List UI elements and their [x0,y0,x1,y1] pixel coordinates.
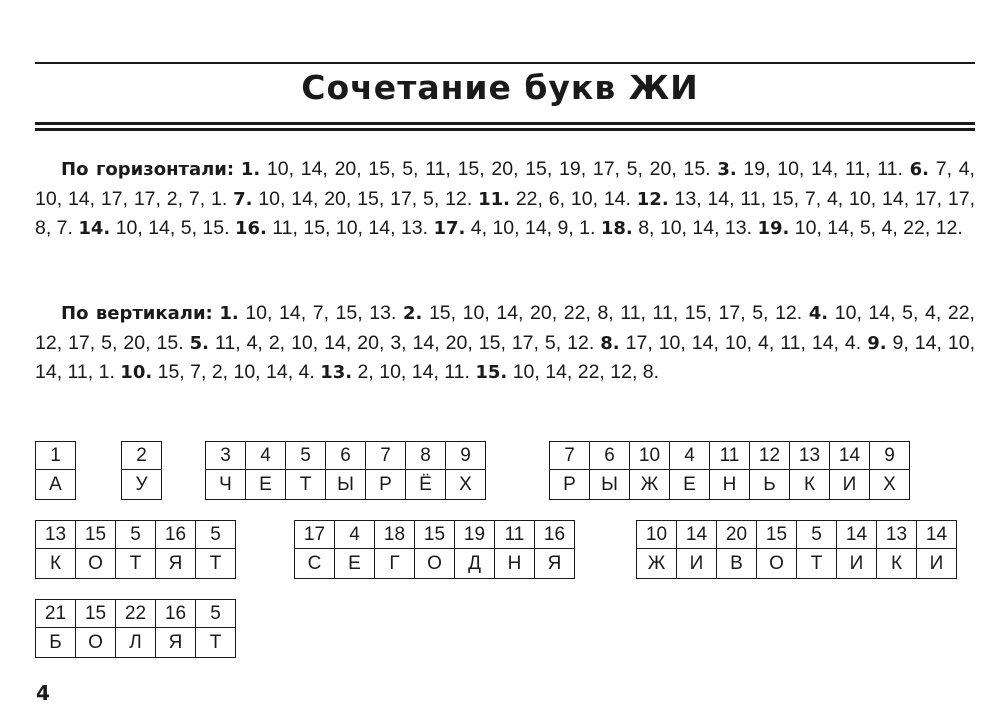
key-letter-cell: Р [366,470,406,500]
key-letter-cell: Е [670,470,710,500]
key-number-cell: 19 [455,521,495,549]
key-letter-cell: О [76,549,116,579]
key-number-cell: 9 [446,442,486,470]
key-number-cell: 15 [415,521,455,549]
key-letter-cell: Ж [637,549,677,579]
key-letter-cell: Е [246,470,286,500]
clue-values: 10, 14, 7, 15, 13. [245,302,397,324]
clue-number: 9. [867,332,887,354]
key-number-cell: 2 [122,442,162,470]
key-number-cell: 17 [295,521,335,549]
key-letter-row [206,470,486,500]
key-table [636,520,957,579]
key-letter-cell: Ч [206,470,246,500]
clue-values: 15, 10, 14, 20, 22, 8, 11, 11, 15, 17, 5, 12. [428,302,803,324]
clue-number: 6. [909,159,930,180]
key-number-row [295,521,575,549]
key-letter-cell: Б [36,628,76,658]
key-number-row [36,600,236,628]
clue-number: 1. [219,303,239,324]
key-number-cell: 6 [590,442,630,470]
key-letter-cell: Н [495,549,535,579]
key-number-cell: 13 [36,521,76,549]
key-letter-cell: Т [797,549,837,579]
key-number-cell: 20 [717,521,757,549]
title-underline-2 [35,128,975,131]
vertical-clues [35,299,975,388]
key-letter-cell: Ы [590,470,630,500]
clue-number: 7. [233,188,253,210]
clue-number: 10. [120,362,153,383]
key-number-row [122,442,162,470]
clue-number: 15. [475,362,508,383]
key-letter-cell: И [830,470,870,500]
clue-values: 9, 14, 10, 14, 11, 1. [35,331,975,383]
key-number-cell: 5 [797,521,837,549]
clue-number: 14. [78,218,111,239]
clue-values: 4, 10, 14, 9, 1. [470,217,596,239]
key-number-cell: 11 [710,442,750,470]
key-letter-cell: О [415,549,455,579]
key-number-cell: 15 [76,521,116,549]
key-letter-cell: И [837,549,877,579]
key-number-cell: 18 [375,521,415,549]
key-number-cell: 7 [366,442,406,470]
key-letter-cell: К [790,470,830,500]
clue-values: 2, 10, 14, 11. [357,361,470,383]
clue-values: 10, 14, 22, 12, 8. [512,361,660,383]
key-number-cell: 5 [286,442,326,470]
key-number-cell: 7 [550,442,590,470]
key-number-cell: 6 [326,442,366,470]
clue-number: 17. [433,218,466,239]
key-number-cell: 13 [790,442,830,470]
clue-values: 13, 14, 11, 15, 7, 4, 10, 14, 17, 17, 8, 7. [35,187,975,239]
clue-values: 11, 15, 10, 14, 13. [272,217,429,239]
clue-number: 12. [636,188,669,210]
key-number-cell: 22 [116,600,156,628]
key-letter-row [637,549,957,579]
key-letter-cell: У [122,470,162,500]
clue-values: 10, 14, 5, 4, 22, 12, 17, 5, 20, 15. [35,302,975,354]
key-letter-row [550,470,910,500]
clue-values: 11, 4, 2, 10, 14, 20, 3, 14, 20, 15, 17, 5, 12. [214,331,595,354]
key-number-cell: 14 [917,521,957,549]
key-letter-cell: Е [335,549,375,579]
key-number-row [36,521,236,549]
key-table [121,441,162,500]
key-letter-cell: Н [710,470,750,500]
clue-values: 19, 10, 14, 11, 11. [743,158,903,180]
key-letter-cell: Т [196,628,236,658]
key-letter-cell: Т [116,549,156,579]
key-number-cell: 5 [196,600,236,628]
clue-values: 10, 14, 20, 15, 5, 11, 15, 20, 15, 19, 17, 5, 20, 15. [266,158,711,180]
clue-number: 5. [189,332,209,354]
key-number-cell: 5 [116,521,156,549]
key-letter-cell: И [917,549,957,579]
key-number-row [637,521,957,549]
key-letter-cell: Я [535,549,575,579]
key-number-cell: 10 [630,442,670,470]
key-number-cell: 16 [535,521,575,549]
clue-number: 19. [757,218,790,239]
vertical-heading: По вертикали: [61,303,213,324]
key-letter-row [36,470,76,500]
key-table [205,441,486,500]
key-letter-cell: Ё [406,470,446,500]
key-number-cell: 14 [677,521,717,549]
key-letter-cell: В [717,549,757,579]
clue-values: 22, 6, 10, 14. [515,187,631,210]
key-letter-cell: Ы [326,470,366,500]
key-number-cell: 10 [637,521,677,549]
key-letter-row [36,628,236,658]
clue-number: 1. [240,159,261,180]
key-letter-cell: С [295,549,335,579]
key-table [549,441,910,500]
key-letter-cell: К [877,549,917,579]
key-number-cell: 4 [670,442,710,470]
clue-number: 2. [402,303,423,324]
key-table [35,520,236,579]
key-number-cell: 11 [495,521,535,549]
key-letter-cell: О [757,549,797,579]
key-letter-cell: Я [156,628,196,658]
key-number-cell: 8 [406,442,446,470]
key-letter-cell: К [36,549,76,579]
key-number-cell: 14 [830,442,870,470]
key-number-cell: 16 [156,600,196,628]
key-number-row [550,442,910,470]
clue-values: 10, 14, 5, 4, 22, 12. [794,217,963,239]
key-number-cell: 5 [196,521,236,549]
key-number-cell: 21 [36,600,76,628]
key-table [294,520,575,579]
key-letter-cell: Л [116,628,156,658]
clue-number: 16. [234,218,267,239]
horizontal-clues [35,155,975,244]
key-letter-row [122,470,162,500]
key-table [35,599,236,658]
key-number-cell: 13 [877,521,917,549]
key-letter-cell: Я [156,549,196,579]
clue-number: 18. [600,218,633,239]
clue-number: 11. [478,188,510,210]
clue-number: 4. [808,303,829,324]
key-number-row [206,442,486,470]
title-underline-1 [35,122,975,125]
key-letter-row [36,549,236,579]
clue-values: 10, 14, 5, 15. [115,217,230,239]
clue-values: 7, 4, 10, 14, 17, 17, 2, 7, 1. [35,158,975,210]
page-number: 4 [36,681,50,705]
clue-number: 3. [717,159,737,180]
key-letter-cell: О [76,628,116,658]
key-number-cell: 14 [837,521,877,549]
key-letter-cell: Х [446,470,486,500]
clue-number: 13. [320,362,353,383]
horizontal-heading: По горизонтали: [61,159,235,180]
key-table [35,441,76,500]
key-letter-cell: Д [455,549,495,579]
key-number-cell: 15 [757,521,797,549]
page-title: Сочетание букв ЖИ [301,68,699,107]
key-letter-cell: И [677,549,717,579]
key-number-cell: 4 [246,442,286,470]
key-number-cell: 16 [156,521,196,549]
key-letter-cell: Х [870,470,910,500]
key-letter-cell: Т [196,549,236,579]
key-number-row [36,442,76,470]
key-letter-cell: Р [550,470,590,500]
key-number-cell: 15 [76,600,116,628]
key-number-cell: 9 [870,442,910,470]
key-number-cell: 3 [206,442,246,470]
key-number-cell: 4 [335,521,375,549]
key-letter-cell: Г [375,549,415,579]
top-rule [35,62,975,64]
clue-values: 8, 10, 14, 13. [638,217,753,239]
key-letter-row [295,549,575,579]
key-letter-cell: Т [286,470,326,500]
clue-values: 15, 7, 2, 10, 14, 4. [157,361,315,383]
clue-number: 8. [600,332,620,354]
key-letter-cell: А [36,470,76,500]
clue-values: 10, 14, 20, 15, 17, 5, 12. [258,187,473,210]
key-letter-cell: Ж [630,470,670,500]
key-number-cell: 1 [36,442,76,470]
clue-values: 17, 10, 14, 10, 4, 11, 14, 4. [625,331,862,354]
key-letter-cell: Ь [750,470,790,500]
key-number-cell: 12 [750,442,790,470]
